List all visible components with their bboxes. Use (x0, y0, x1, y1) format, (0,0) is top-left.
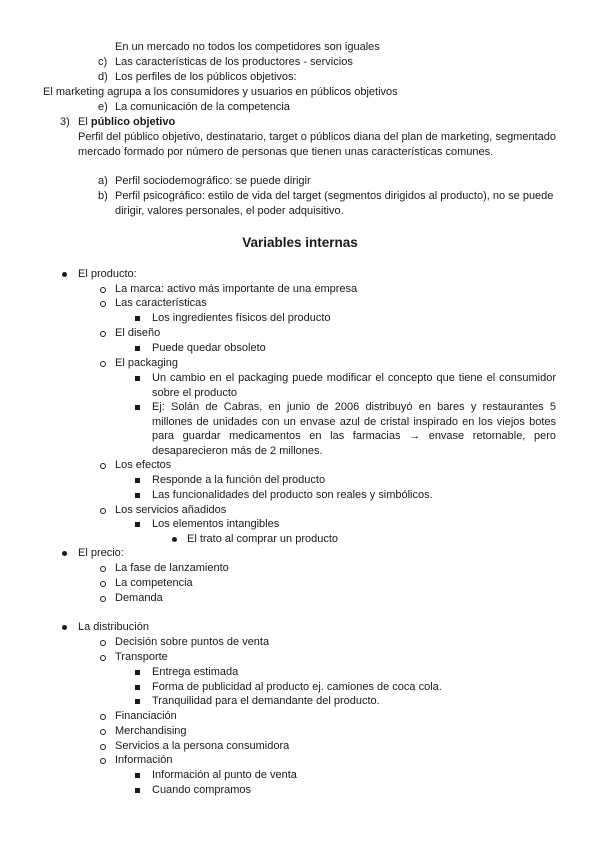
circle-bullet-icon (100, 729, 106, 735)
producto-ingredientes: Los ingredientes físicos del producto (152, 312, 331, 324)
list-item-d-note: El marketing agrupa a los consumidores y usuarios en públicos objetivos (43, 86, 398, 98)
circle-bullet-icon (100, 463, 106, 469)
circle-bullet-icon (100, 744, 106, 750)
list-marker-e: e) (98, 101, 108, 113)
circle-bullet-icon (100, 758, 106, 764)
precio-label: El precio: (78, 547, 124, 559)
publico-objetivo-paragraph: Perfil del público objetivo, destinatario, target o públicos diana del plan de marketing, segmentado mercado formado por número de personas que tienen unas características comunes. (78, 131, 556, 158)
distribucion-transporte: Transporte (115, 651, 168, 663)
circle-bullet-icon (100, 640, 106, 646)
distribucion-financiacion: Financiación (115, 710, 177, 722)
square-bullet-icon (135, 699, 140, 704)
producto-marca: La marca: activo más importante de una empresa (115, 283, 358, 295)
square-bullet-icon (135, 522, 140, 527)
list-marker-sub-a: a) (98, 175, 108, 187)
circle-bullet-icon (100, 301, 106, 307)
list-marker-3: 3) (60, 116, 70, 128)
square-bullet-icon (135, 493, 140, 498)
section-title: Variables internas (242, 235, 358, 250)
square-bullet-icon (135, 670, 140, 675)
distribucion-label: La distribución (78, 621, 149, 633)
list-marker-d: d) (98, 71, 108, 83)
transporte-tranquilidad: Tranquilidad para el demandante del producto. (152, 695, 380, 707)
packaging-point-1: Un cambio en el packaging puede modificar el concepto que tiene el consumidor sobre el producto (152, 372, 556, 399)
circle-bullet-icon (100, 361, 106, 367)
list-item-3-bold: público objetivo (90, 116, 176, 128)
list-item-3-prefix: El (78, 116, 88, 128)
list-item-3-heading (78, 115, 175, 129)
packaging-point-2: Ej: Solán de Cabras, en junio de 2006 distribuyó en bares y restaurantes 5 millones de unidades con un envase azul de cristal inspirado en los viejos botes para guardar medicamentos en las farmacias → envase retornable, pero desaparecieron más de 2 millones. (152, 401, 556, 457)
producto-obsoleto: Puede quedar obsoleto (152, 342, 266, 354)
transporte-publicidad: Forma de publicidad al producto ej. camiones de coca cola. (152, 681, 442, 693)
square-bullet-icon (135, 788, 140, 793)
producto-efectos: Los efectos (115, 459, 172, 471)
circle-bullet-icon (100, 581, 106, 587)
square-bullet-icon (135, 346, 140, 351)
list-item-sub-a: Perfil sociodemográfico: se puede dirigir (115, 175, 311, 187)
informacion-punto: Información al punto de venta (152, 769, 297, 781)
square-bullet-icon (135, 478, 140, 483)
servicios-trato: El trato al comprar un producto (187, 533, 339, 545)
precio-demanda: Demanda (115, 592, 163, 604)
producto-servicios: Los servicios añadidos (115, 504, 227, 516)
producto-packaging: El packaging (115, 357, 178, 369)
list-item-sub-b: Perfil psicográfico: estilo de vida del target (segmentos dirigidos al producto), no se puede dirigir, valores personales, el poder adquisitivo. (115, 190, 554, 217)
square-bullet-icon (135, 316, 140, 321)
list-item-e: La comunicación de la competencia (115, 101, 290, 113)
circle-bullet-icon (100, 714, 106, 720)
producto-caracteristicas: Las características (115, 297, 207, 309)
precio-fase: La fase de lanzamiento (115, 562, 229, 574)
list-item-c-continuation: En un mercado no todos los competidores son iguales (115, 41, 380, 53)
square-bullet-icon (135, 405, 140, 410)
square-bullet-icon (135, 685, 140, 690)
bullet-icon (172, 537, 177, 542)
producto-diseno: El diseño (115, 327, 161, 339)
square-bullet-icon (135, 376, 140, 381)
circle-bullet-icon (100, 655, 106, 661)
transporte-entrega: Entrega estimada (152, 666, 239, 678)
bullet-icon (62, 625, 67, 630)
distribucion-informacion: Información (115, 754, 173, 766)
precio-competencia: La competencia (115, 577, 193, 589)
list-marker-sub-b: b) (98, 190, 108, 202)
efectos-point-1: Responde a la función del producto (152, 474, 326, 486)
informacion-cuando: Cuando compramos (152, 784, 252, 796)
list-item-c: Las características de los productores - servicios (115, 56, 353, 68)
efectos-point-2: Las funcionalidades del producto son reales y simbólicos. (152, 489, 433, 501)
servicios-intangibles: Los elementos intangibles (152, 518, 280, 530)
producto-label: El producto: (78, 268, 137, 280)
list-marker-c: c) (98, 56, 108, 68)
bullet-icon (62, 551, 67, 556)
bullet-icon (62, 272, 67, 277)
square-bullet-icon (135, 773, 140, 778)
circle-bullet-icon (100, 331, 106, 337)
circle-bullet-icon (100, 287, 106, 293)
distribucion-servicios: Servicios a la persona consumidora (115, 740, 290, 752)
circle-bullet-icon (100, 508, 106, 514)
distribucion-decision: Decisión sobre puntos de venta (115, 636, 270, 648)
distribucion-merchandising: Merchandising (115, 725, 187, 737)
circle-bullet-icon (100, 596, 106, 602)
list-item-d: Los perfiles de los públicos objetivos: (115, 71, 297, 83)
circle-bullet-icon (100, 566, 106, 572)
